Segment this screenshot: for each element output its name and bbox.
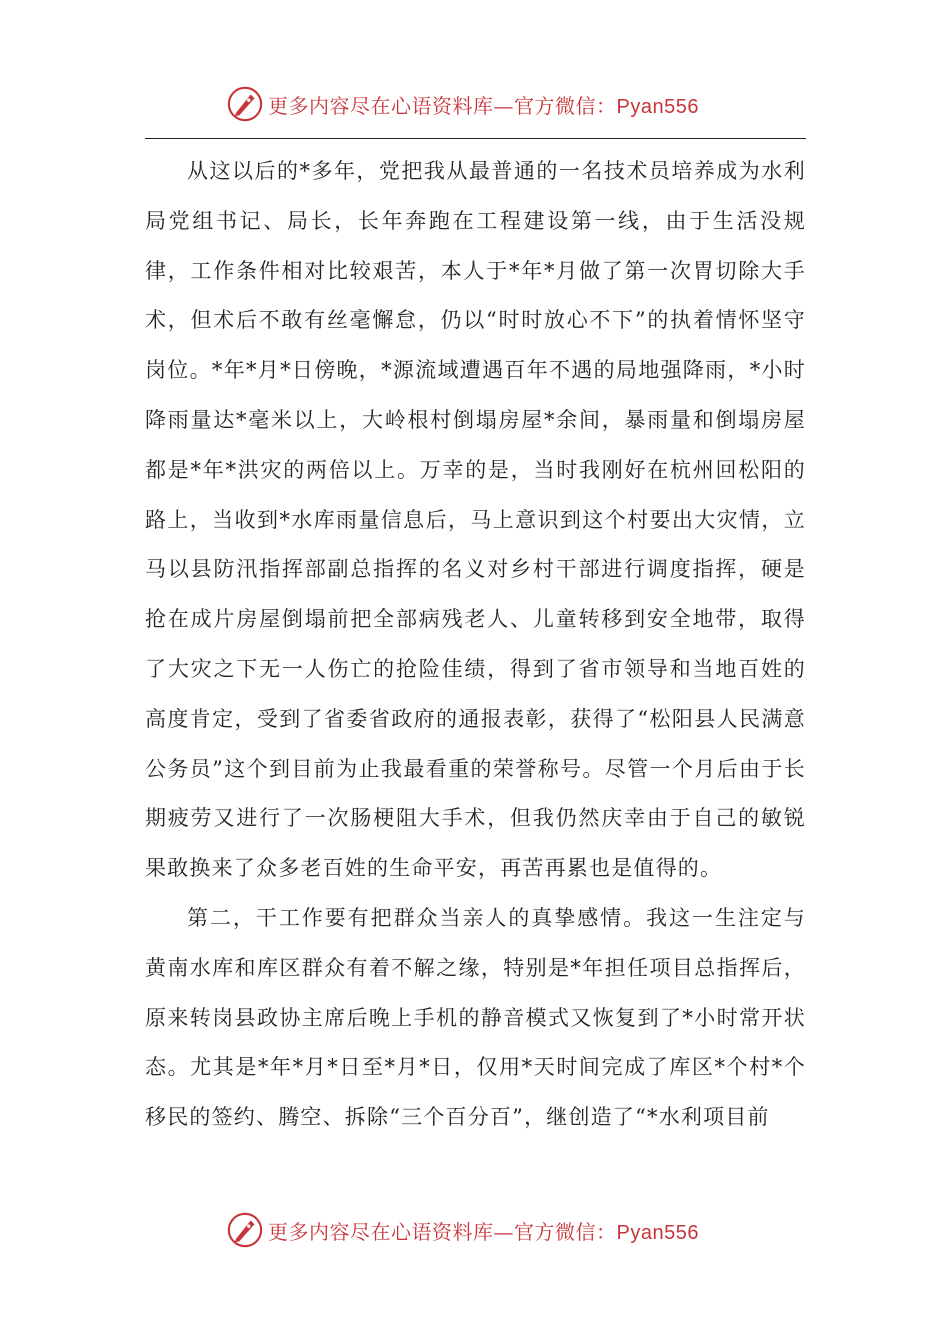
body-paragraph: 第二，干工作要有把群众当亲人的真挚感情。我这一生注定与黄南水库和库区群众有着不解之缘，特别是*年担任项目总指挥后，原来转岗县政协主席后晚上手机的静音模式又恢复到了*小时常开状态。尤其是*年*月*日至*月*日，仅用*天时间完成了库区*个村*个移民的签约、腾空、拆除“三个百分百”，继创造了“*水利项目前 (145, 905, 806, 1130)
header-banner-inner (226, 84, 699, 124)
banner-separator: — (493, 93, 514, 118)
body-paragraph: 从这以后的*多年，党把我从最普通的一名技术员培养成为水利局党组书记、局长，长年奔跑在工程建设第一线，由于生活没规律，工作条件相对比较艰苦，本人于*年*月做了第一次胃切除大手术，但术后不敢有丝毫懈怠，仍以“时时放心不下”的执着情怀坚守岗位。*年*月*日傍晚，*源流域遭遇百年不遇的局地强降雨，*小时降雨量达*毫米以上，大岭根村倒塌房屋*余间，暴雨量和倒塌房屋都是*年*洪灾的两倍以上。万幸的是，当时我刚好在杭州回松阳的路上，当收到*水库雨量信息后，马上意识到这个村要出大灾情，立马以县防汛指挥部副总指挥的名义对乡村干部进行调度指挥，硬是抢在成片房屋倒塌前把全部病残老人、儿童转移到安全地带，取得了大灾之下无一人伤亡的抢险佳绩，得到了省市领导和当地百姓的高度肯定，受到了省委省政府的通报表彰，获得了“松阳县人民满意公务员”这个到目前为止我最看重的荣誉称号。尽管一个月后由于长期疲劳又进行了一次肠梗阻大手术，但我仍然庆幸由于自己的敏锐果敢换来了众多老百姓的生命平安，再苦再累也是值得的。 (145, 159, 806, 881)
site-name: 更多内容尽在心语资料库 (268, 1219, 494, 1244)
footer-banner-inner (226, 1210, 699, 1250)
footer-banner (0, 1210, 950, 1250)
site-name: 更多内容尽在心语资料库 (268, 93, 494, 118)
banner-separator: — (493, 1219, 514, 1244)
pen-nib-logo-icon (226, 1211, 264, 1249)
header-divider (145, 138, 806, 139)
document-body (145, 147, 806, 1143)
wechat-label: 官方微信： (514, 1219, 617, 1244)
header-banner (0, 84, 950, 124)
wechat-id: Pyan556 (616, 95, 699, 118)
pen-nib-logo-icon (226, 85, 264, 123)
wechat-label: 官方微信： (514, 93, 617, 118)
header-banner-text (268, 90, 699, 119)
footer-banner-text (268, 1216, 699, 1245)
wechat-id: Pyan556 (616, 1221, 699, 1244)
